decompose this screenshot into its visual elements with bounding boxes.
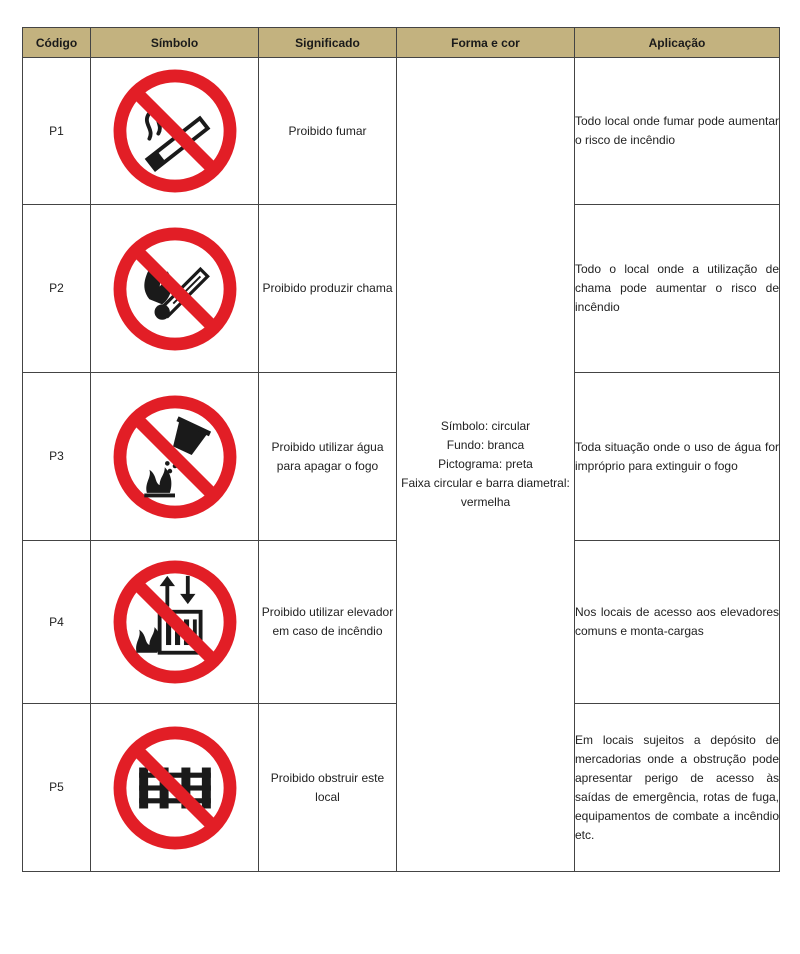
form-line-pictogram: Pictograma: preta — [438, 457, 533, 471]
row-code: P4 — [23, 541, 91, 704]
header-meaning: Significado — [259, 28, 397, 58]
row-application: Todo local onde fumar pode aumentar o risco de incêndio — [575, 58, 780, 205]
symbol-cell — [91, 373, 259, 541]
form-line-symbol: Símbolo: circular — [440, 419, 531, 433]
symbol-cell — [91, 58, 259, 205]
row-meaning: Proibido utilizar água para apagar o fogo — [259, 373, 397, 541]
form-line-band: Faixa circular e barra diametral: vermelha — [401, 476, 570, 509]
header-code: Código — [23, 28, 91, 58]
row-code: P5 — [23, 704, 91, 872]
row-meaning: Proibido obstruir este local — [259, 704, 397, 872]
row-code: P2 — [23, 205, 91, 373]
symbol-cell — [91, 541, 259, 704]
no-smoking-icon — [111, 67, 239, 195]
header-application: Aplicação — [575, 28, 780, 58]
form-line-background: Fundo: branca — [446, 438, 525, 452]
row-meaning: Proibido utilizar elevador em caso de incêndio — [259, 541, 397, 704]
row-meaning: Proibido fumar — [259, 58, 397, 205]
form-color-cell — [397, 58, 575, 872]
row-application: Em locais sujeitos a depósito de mercadorias onde a obstrução pode apresentar perigo de acesso às saídas de emergência, rotas de fuga, equipamentos de combate a incêndio etc. — [575, 704, 780, 872]
row-code: P3 — [23, 373, 91, 541]
header-symbol: Símbolo — [91, 28, 259, 58]
header-row — [23, 28, 780, 58]
row-application: Todo o local onde a utilização de chama pode aumentar o risco de incêndio — [575, 205, 780, 373]
table-row — [23, 58, 780, 205]
no-flame-icon — [111, 225, 239, 353]
header-form: Forma e cor — [397, 28, 575, 58]
row-application: Toda situação onde o uso de água for impróprio para extinguir o fogo — [575, 373, 780, 541]
symbol-cell — [91, 205, 259, 373]
row-application: Nos locais de acesso aos elevadores comuns e monta-cargas — [575, 541, 780, 704]
symbol-cell — [91, 704, 259, 872]
row-meaning: Proibido produzir chama — [259, 205, 397, 373]
no-obstruction-icon — [111, 724, 239, 852]
no-water-extinguish-icon — [111, 393, 239, 521]
no-elevator-fire-icon — [111, 558, 239, 686]
row-code: P1 — [23, 58, 91, 205]
signs-table — [22, 27, 780, 872]
